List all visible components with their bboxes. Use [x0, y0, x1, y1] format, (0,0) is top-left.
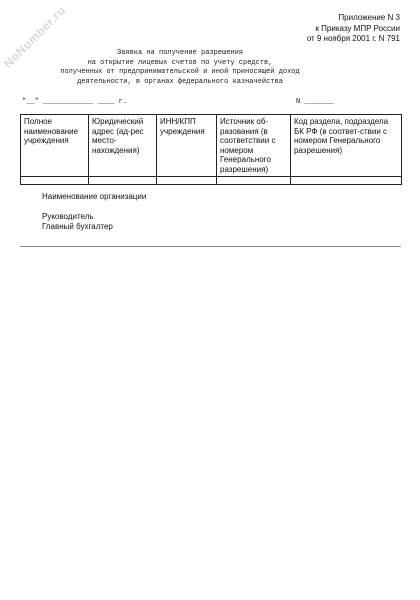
- chief-accountant-label: Главный бухгалтер: [42, 222, 113, 231]
- header-funding-source: Источник об-разования (в соответствии с номером Генерального разрешения): [217, 115, 291, 177]
- application-table: [20, 114, 402, 185]
- title-line-4: деятельности, в органах федерального казначейства: [77, 78, 283, 87]
- organization-name-label: Наименование организации: [42, 192, 147, 201]
- title-line-3: полученных от предпринимательской и иной приносящей доход: [60, 68, 300, 77]
- appendix-line-1: Приложение N 3: [338, 13, 400, 22]
- date-field: "__" ____________ ____ г.: [22, 98, 128, 106]
- table-cell: [21, 177, 89, 185]
- appendix-line-2: к Приказу МПР России: [315, 23, 400, 33]
- header-full-name: Полное наименование учреждения: [21, 115, 89, 177]
- header-legal-address: Юридический адрес (ад-рес место-нахождения): [89, 115, 157, 177]
- signature-block: [42, 192, 146, 232]
- table-cell: [89, 177, 157, 185]
- appendix-reference: [307, 13, 400, 45]
- table-cell: [217, 177, 291, 185]
- table-cell: [291, 177, 402, 185]
- table-cell: [157, 177, 217, 185]
- divider: [20, 246, 401, 247]
- document-title: [0, 49, 360, 88]
- table-row: [21, 177, 402, 185]
- watermark: NoNumber.ru: [0, 3, 69, 71]
- number-field: N _______: [296, 98, 334, 106]
- head-label: Руководитель: [42, 212, 94, 221]
- table-header-row: [21, 115, 402, 177]
- title-line-1: Заявка на получение разрешения: [116, 49, 244, 57]
- header-budget-code: Код раздела, подраздела БК РФ (в соответ-ствии с номером Генерального разрешения): [291, 115, 402, 177]
- title-line-2: на открытие лицевых счетов по учету средств,: [87, 58, 273, 67]
- header-inn-kpp: ИНН/КПП учреждения: [157, 115, 217, 177]
- appendix-line-3: от 9 ноября 2001 г. N 791: [306, 34, 400, 43]
